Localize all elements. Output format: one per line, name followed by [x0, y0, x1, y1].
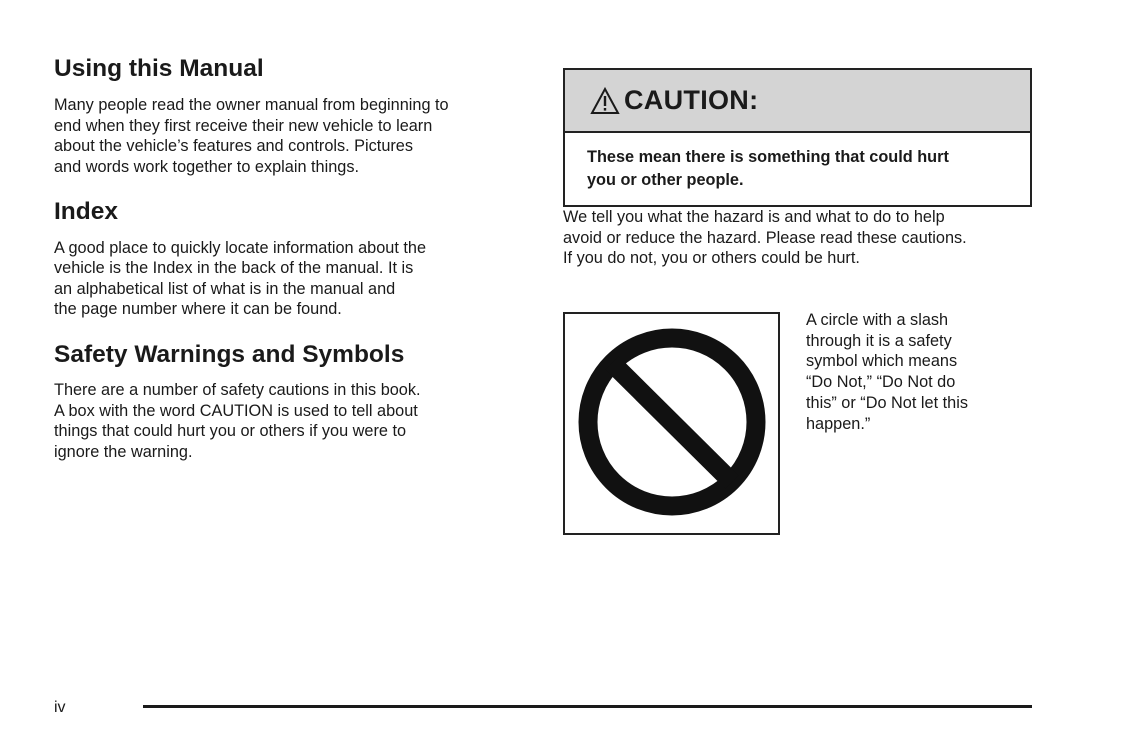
prohibition-circle-icon: [565, 314, 778, 533]
caution-text: These mean there is something that could hurt you or other people.: [587, 148, 949, 189]
section-body: There are a number of safety cautions in this book. A box with the word CAUTION is used to tell about things that could hurt you or others if you were to ignore the warning.: [54, 381, 421, 461]
section-body: Many people read the owner manual from beginning to end when they first receive their new vehicle to learn about the vehicle’s features and controls. Pictures and words work together to explain things.: [54, 96, 449, 176]
caution-title: CAUTION:: [624, 85, 759, 115]
left-column: [54, 54, 524, 482]
symbol-frame: [563, 312, 780, 535]
caution-header: [565, 70, 1030, 133]
section-body: A good place to quickly locate information about the vehicle is the Index in the back of the manual. It is an alphabetical list of what is in the manual and the page number where it can be found.: [54, 238, 426, 319]
hazard-paragraph: We tell you what the hazard is and what to do to help avoid or reduce the hazard. Please read these cautions. If you do not, you or others could be hurt.: [563, 208, 967, 267]
section-safety-warnings: [54, 340, 524, 462]
section-heading: Safety Warnings and Symbols: [54, 340, 405, 368]
section-heading: Using this Manual: [54, 55, 264, 82]
caution-body: [565, 133, 1030, 205]
caution-box: [563, 68, 1032, 207]
section-using-this-manual: [54, 54, 524, 177]
warning-triangle-icon: [590, 87, 620, 115]
right-column: [563, 68, 1033, 433]
section-heading: Index: [54, 198, 118, 226]
symbol-description: A circle with a slash through it is a safety symbol which means “Do Not,” “Do Not do this” or “Do Not let this happen.”: [806, 311, 968, 433]
section-index: [54, 197, 524, 319]
footer-rule: [143, 705, 1032, 708]
page-number: iv: [54, 699, 66, 716]
